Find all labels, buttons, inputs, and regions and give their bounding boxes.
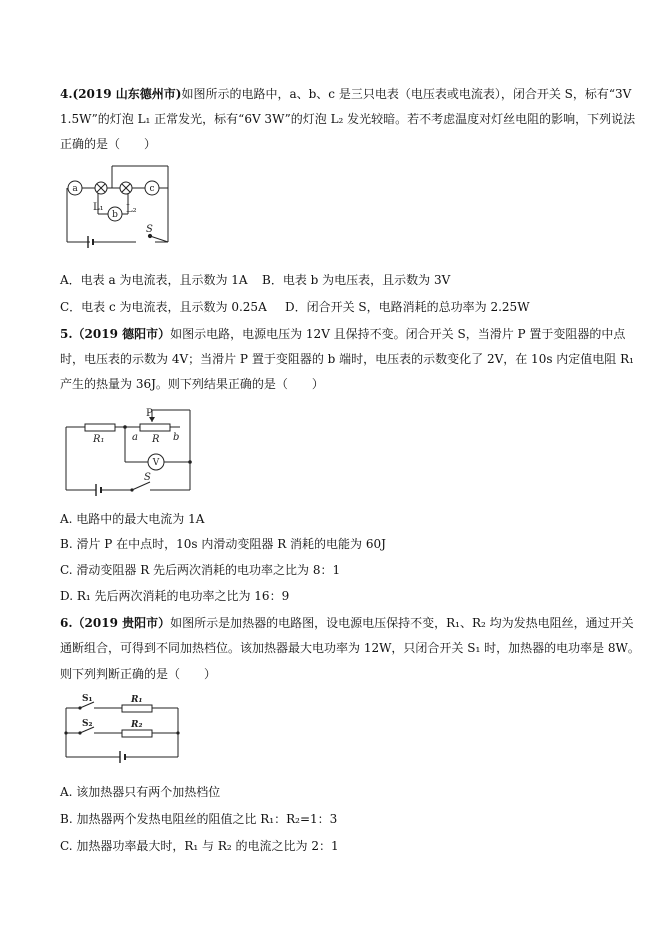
q5-fig-label-V: V — [152, 458, 160, 468]
q6-line3: 则下列判断正确的是（ ） — [60, 667, 217, 681]
q5-stem-1: 如图示电路，电源电压为 12V 且保持不变。闭合开关 S，当滑片 P 置于变阻器的中点 — [170, 327, 626, 341]
q5-line2: 时，电压表的示数为 4V；当滑片 P 置于变阻器的 b 端时，电压表的示数变化了 2V，在 10s 内定值电阻 R₁ — [60, 352, 634, 366]
q4-fig-label-c: c — [149, 184, 155, 194]
q5-fig-label-b: b — [173, 432, 180, 443]
q5-option-c: C. 滑动变阻器 R 先后两次消耗的电功率之比为 8：1 — [60, 563, 341, 577]
q6-line1 — [60, 615, 634, 631]
q4-option-c: C．电表 c 为电流表，且示数为 0.25A — [60, 300, 267, 314]
q4-fig-label-b: b — [112, 210, 118, 220]
q5-line3: 产生的热量为 36J。则下列结果正确的是（ ） — [60, 377, 324, 391]
q6-option-c: C. 加热器功率最大时，R₁ 与 R₂ 的电流之比为 2：1 — [60, 839, 339, 853]
q4-fig-label-L2: L₂ — [126, 204, 137, 215]
q5-fig-label-R: R — [152, 434, 160, 445]
q5-fig-label-S: S — [144, 472, 151, 483]
q4-line3: 正确的是（ ） — [60, 137, 157, 151]
q4-source: (2019 山东德州市) — [72, 87, 182, 101]
q4-stem-1: 如图所示的电路中，a、b、c 是三只电表（电压表或电流表），闭合开关 S，标有“3V — [181, 87, 632, 101]
q6-stem-1: 如图所示是加热器的电路图，设电源电压保持不变，R₁、R₂ 均为发热电阻丝，通过开关 — [170, 616, 634, 630]
q4-line2: 1.5W”的灯泡 L₁ 正常发光，标有“6V 3W”的灯泡 L₂ 发光较暗。若不考虑温度对灯丝电阻的影响，下列说法 — [60, 112, 636, 126]
q6-resistor-R1 — [122, 705, 152, 712]
q5-line1 — [60, 326, 625, 342]
q5-rheostat-R — [140, 424, 170, 431]
q5-option-a: A. 电路中的最大电流为 1A — [60, 512, 205, 526]
q4-line1 — [60, 86, 631, 102]
q6-line2: 通断组合，可得到不同加热档位。该加热器最大电功率为 12W，只闭合开关 S₁ 时，加热器的电功率是 8W。 — [60, 641, 640, 655]
q5-resistor-R1 — [85, 424, 115, 431]
q4-fig-label-S: S — [146, 224, 153, 235]
q4-fig-label-L1: L₁ — [93, 202, 104, 213]
q6-number: 6. — [60, 616, 73, 630]
q6-source: （2019 贵阳市） — [72, 616, 171, 630]
q5-source: （2019 德阳市） — [72, 327, 171, 341]
q4-fig-label-a: a — [72, 184, 78, 194]
q5-option-d: D. R₁ 先后两次消耗的电功率之比为 16：9 — [60, 589, 290, 603]
q6-fig-label-S2: S₂ — [82, 719, 93, 729]
q5-fig-label-a: a — [132, 432, 138, 443]
q6-fig-label-S1: S₁ — [82, 694, 93, 704]
q6-fig-label-R2: R₂ — [131, 720, 143, 730]
q4-option-a: A．电表 a 为电流表，且示数为 1A — [60, 273, 248, 287]
q5-fig-label-R1: R₁ — [93, 434, 105, 445]
q6-option-a: A. 该加热器只有两个加热档位 — [60, 785, 221, 799]
q4-option-d: D．闭合开关 S，电路消耗的总功率为 2.25W — [285, 300, 530, 314]
q5-number: 5. — [60, 327, 73, 341]
q6-option-b: B. 加热器两个发热电阻丝的阻值之比 R₁：R₂=1：3 — [60, 812, 338, 826]
q4-circuit-figure — [60, 160, 175, 250]
q5-option-b: B. 滑片 P 在中点时，10s 内滑动变阻器 R 消耗的电能为 60J — [60, 537, 386, 551]
q6-resistor-R2 — [122, 730, 152, 737]
q5-circuit-figure — [60, 402, 205, 497]
q6-circuit-figure — [60, 693, 190, 763]
q5-fig-label-P: P — [146, 408, 153, 419]
q4-option-b: B．电表 b 为电压表，且示数为 3V — [262, 273, 451, 287]
q6-fig-label-R1: R₁ — [131, 695, 143, 705]
q4-number: 4. — [60, 87, 73, 101]
